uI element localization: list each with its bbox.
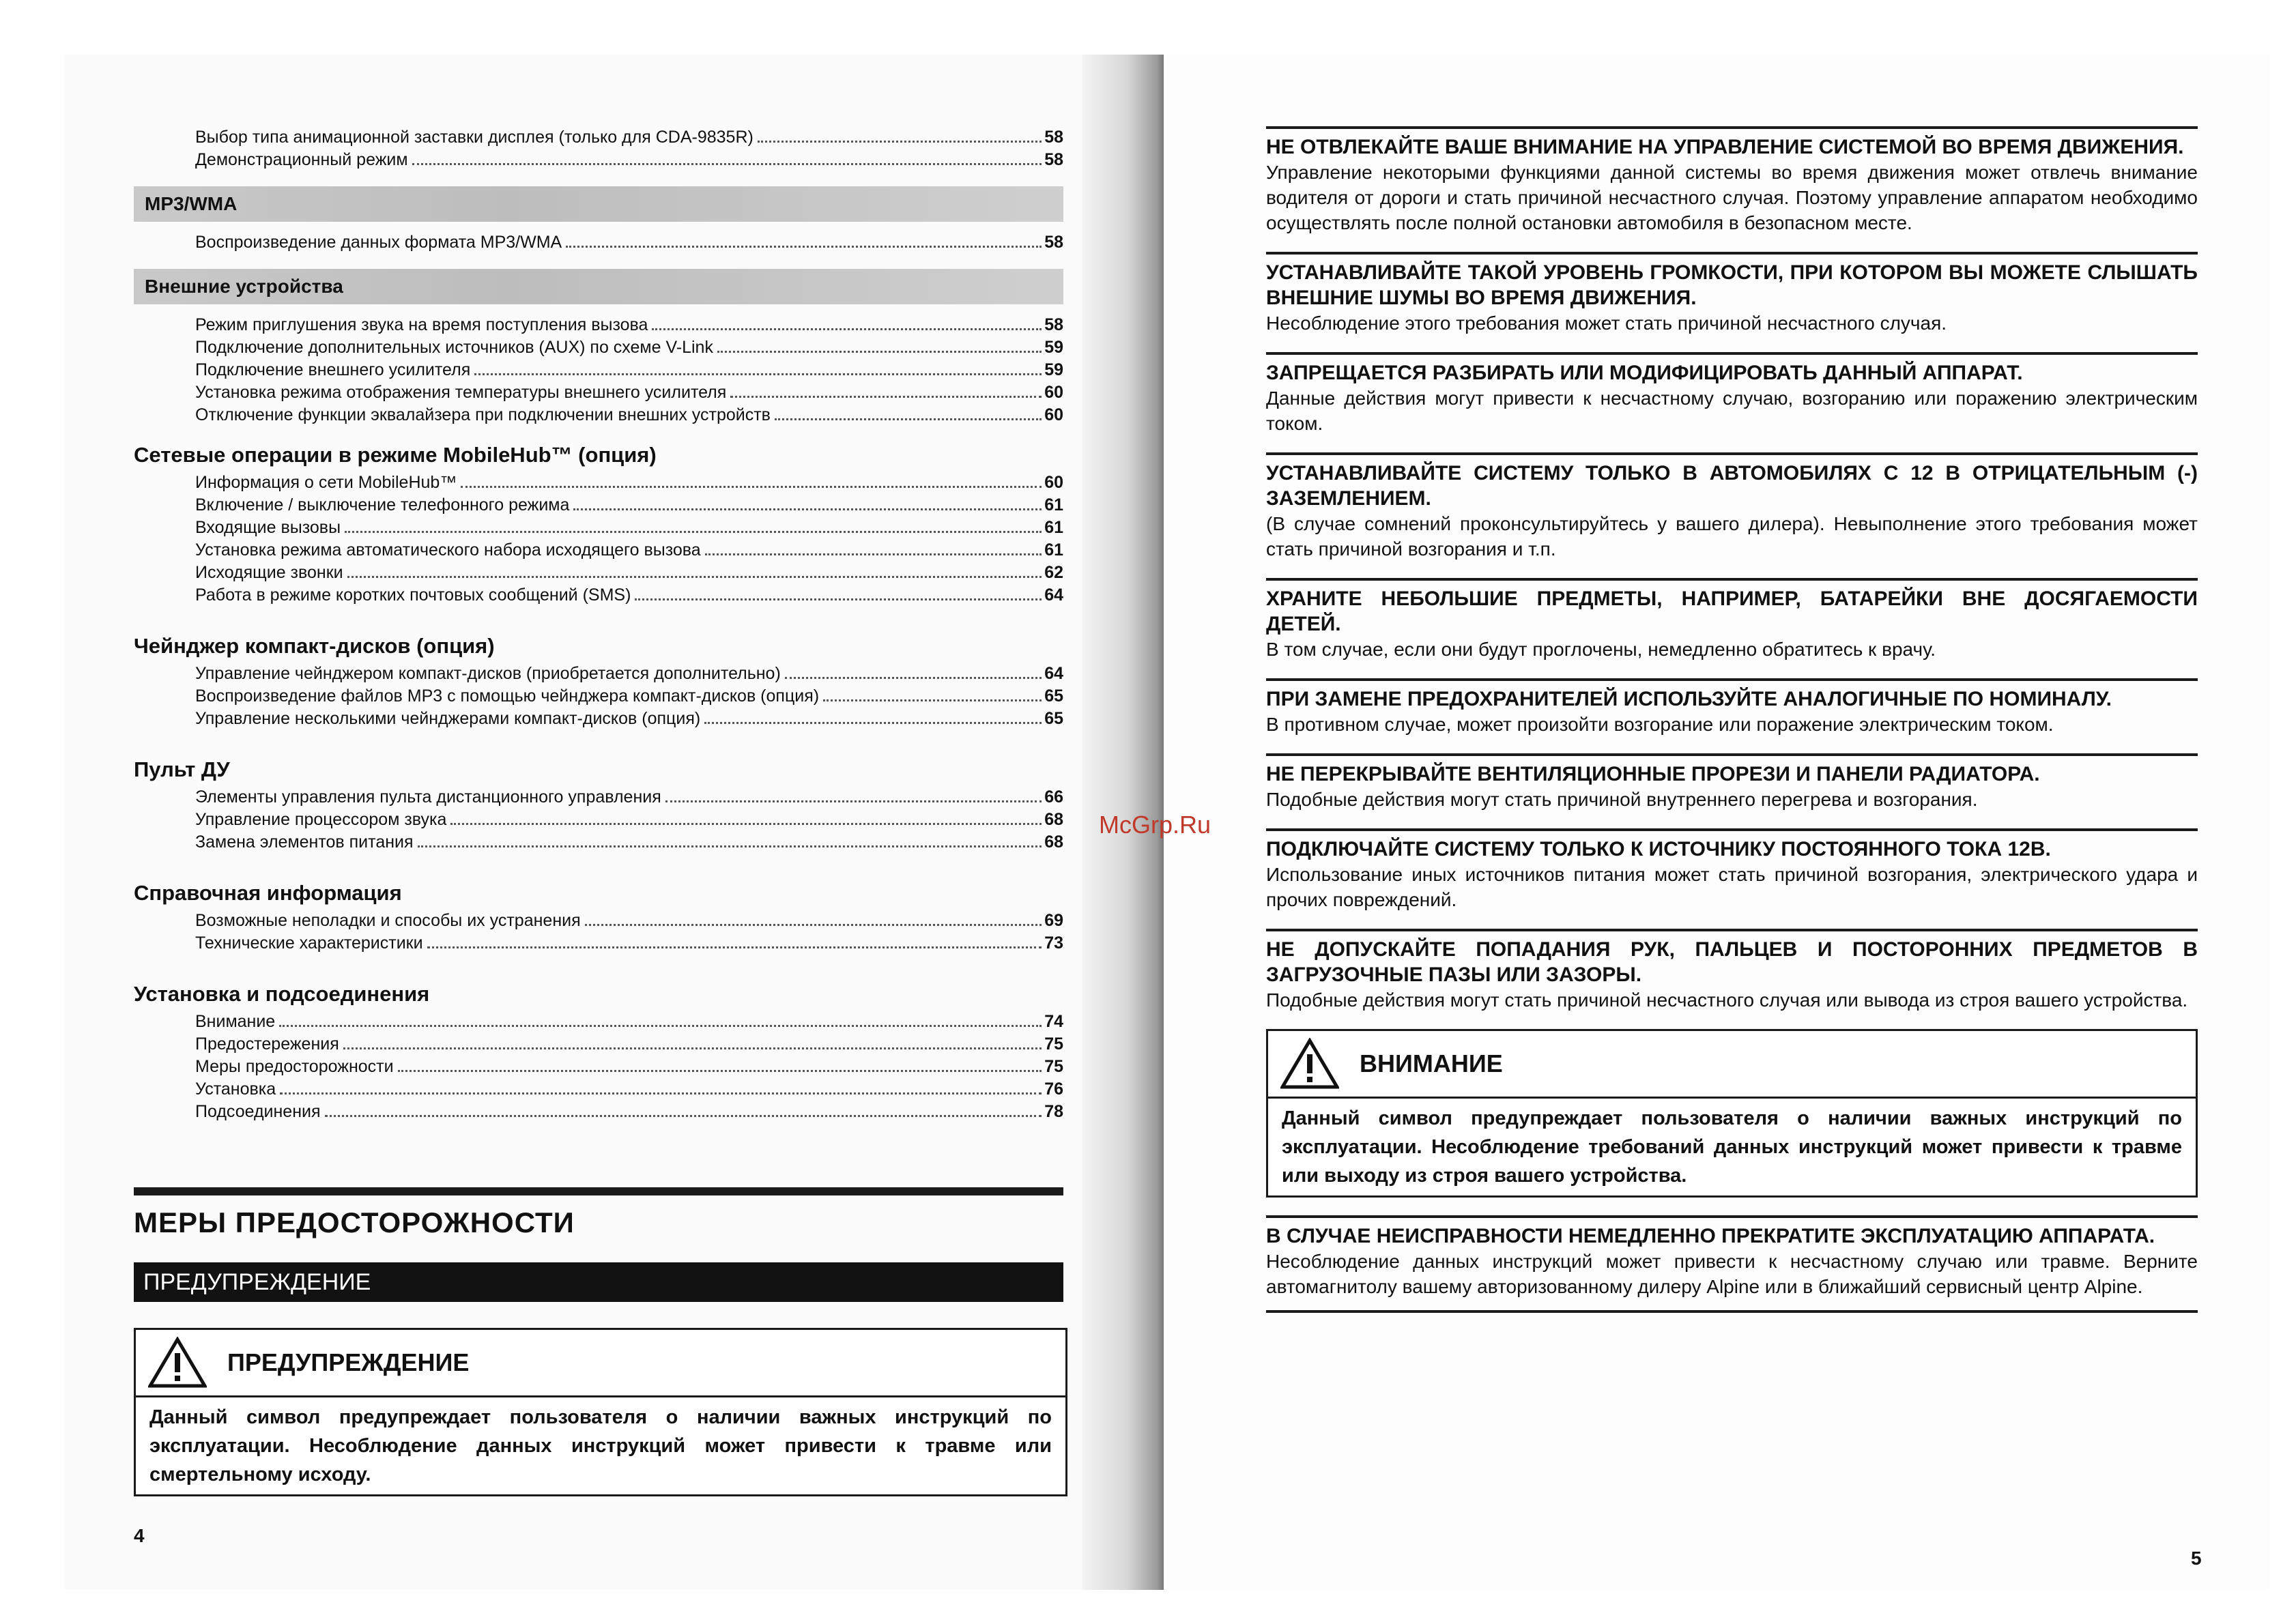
toc-leader-dots <box>474 373 1042 375</box>
caution-box-text: Данный символ предупреждает пользователя о наличии важных инструкций по эксплуатации. Несоблюдение требований данных инструкций может привести к травме или выходу из строя вашего устройства. <box>1282 1107 2182 1187</box>
toc-section-heading: Установка и подсоединения <box>134 982 430 1006</box>
toc-entry <box>134 404 1063 426</box>
safety-section-heading: ПОДКЛЮЧАЙТЕ СИСТЕМУ ТОЛЬКО К ИСТОЧНИКУ ПОСТОЯННОГО ТОКА 12В. <box>1266 838 2051 860</box>
toc-entry <box>134 932 1063 955</box>
toc-entry-page: 68 <box>1044 810 1063 829</box>
toc-entry <box>134 708 1063 730</box>
toc-entry-page: 64 <box>1044 664 1063 683</box>
warning-box-header <box>136 1330 1065 1395</box>
toc-entry-page: 58 <box>1044 233 1063 252</box>
toc-entry-page: 66 <box>1044 787 1063 807</box>
safety-section-body: В том случае, если они будут проглочены, немедленно обратитесь к врачу. <box>1266 639 1936 660</box>
toc-leader-dots <box>325 1115 1042 1117</box>
toc-leader-dots <box>785 677 1042 679</box>
safety-section-heading: ПРИ ЗАМЕНЕ ПРЕДОХРАНИТЕЛЕЙ ИСПОЛЬЗУЙТЕ АНАЛОГИЧНЫЕ ПО НОМИНАЛУ. <box>1266 688 2112 710</box>
safety-warnings-column <box>1266 126 2198 1329</box>
final-section-heading: В СЛУЧАЕ НЕИСПРАВНОСТИ НЕМЕДЛЕННО ПРЕКРАТИТЕ ЭКСПЛУАТАЦИЮ АППАРАТА. <box>1266 1225 2155 1247</box>
warning-box <box>134 1328 1067 1496</box>
toc-entry-title: Предостережения <box>195 1034 339 1054</box>
toc-band-groups <box>134 186 1063 426</box>
safety-section-body: Управление некоторыми функциями данной системы во время движения может отвлечь внимание водителя от дороги и стать причиной несчастного случая. Поэтому управление аппаратом необходимо осуществлять после полной остановки автомобиля в безопасном месте. <box>1266 162 2198 233</box>
toc-entry-page: 74 <box>1044 1012 1063 1031</box>
toc-leader-dots <box>427 946 1042 948</box>
toc-entry <box>134 786 1063 809</box>
toc-leader-dots <box>758 141 1042 143</box>
toc-entry-page: 75 <box>1044 1034 1063 1054</box>
toc-entry <box>134 1056 1063 1078</box>
safety-section-heading: НЕ ОТВЛЕКАЙТЕ ВАШЕ ВНИМАНИЕ НА УПРАВЛЕНИЕ СИСТЕМОЙ ВО ВРЕМЯ ДВИЖЕНИЯ. <box>1266 136 2184 158</box>
warning-box-label: ПРЕДУПРЕЖДЕНИЕ <box>227 1348 470 1376</box>
safety-section <box>1266 753 2198 812</box>
toc-entry <box>134 1078 1063 1101</box>
toc-entry <box>134 149 1063 171</box>
toc-entry-title: Возможные неполадки и способы их устранения <box>195 911 581 930</box>
toc-entry <box>134 809 1063 831</box>
toc-entry-title: Технические характеристики <box>195 933 423 953</box>
toc-leader-dots <box>717 351 1042 353</box>
final-safety-section <box>1266 1215 2198 1313</box>
toc-entry <box>134 831 1063 854</box>
toc-entry-title: Воспроизведение данных формата MP3/WMA <box>195 233 562 252</box>
toc-entry-title: Подключение внешнего усилителя <box>195 360 471 379</box>
toc-entry-page: 65 <box>1044 709 1063 728</box>
toc-band-heading: MP3/WMA <box>134 186 1063 222</box>
toc-entry-title: Подключение дополнительных источников (AUX) по схеме V-Link <box>195 338 713 357</box>
safety-section-heading: ХРАНИТЕ НЕБОЛЬШИЕ ПРЕДМЕТЫ, НАПРИМЕР, БАТАРЕЙКИ ВНЕ ДОСЯГАЕМОСТИ ДЕТЕЙ. <box>1266 588 2198 635</box>
caution-box <box>1266 1029 2198 1198</box>
toc-entry <box>134 126 1063 149</box>
warning-box-text: Данный символ предупреждает пользователя о наличии важных инструкций по эксплуатации. Несоблюдение данных инструкций может привести к травме или смертельному исходу. <box>149 1406 1052 1485</box>
safety-section <box>1266 452 2198 562</box>
toc-entry-title: Воспроизведение файлов MP3 с помощью чейнджера компакт-дисков (опция) <box>195 686 820 706</box>
toc-entry-page: 64 <box>1044 585 1063 605</box>
toc-leader-dots <box>566 246 1042 248</box>
safety-section-body: Несоблюдение этого требования может стать причиной несчастного случая. <box>1266 313 1947 334</box>
toc-head-items <box>134 126 1063 171</box>
safety-section-heading: УСТАНАВЛИВАЙТЕ СИСТЕМУ ТОЛЬКО В АВТОМОБИЛЯХ С 12 В ОТРИЦАТЕЛЬНЫМ (-) ЗАЗЕМЛЕНИЕМ. <box>1266 462 2198 510</box>
warning-triangle-icon <box>148 1337 207 1389</box>
section-divider <box>134 1187 1063 1195</box>
safety-sections <box>1266 126 2198 1013</box>
right-page-number: 5 <box>2191 1548 2202 1569</box>
toc-entry-title: Включение / выключение телефонного режима <box>195 495 570 514</box>
toc-leader-dots <box>412 163 1042 165</box>
toc-entry <box>134 1033 1063 1056</box>
toc-entry-title: Отключение функции эквалайзера при подключении внешних устройств <box>195 405 771 424</box>
safety-section <box>1266 678 2198 737</box>
toc-entry-page: 65 <box>1044 686 1063 706</box>
toc-entry-title: Меры предосторожности <box>195 1057 394 1076</box>
safety-section <box>1266 126 2198 235</box>
toc-leader-dots <box>418 845 1042 847</box>
toc-entry-page: 59 <box>1044 338 1063 357</box>
safety-section-body: (В случае сомнений проконсультируйтесь у вашего дилера). Невыполнение этого требования может стать причиной возгорания и т.п. <box>1266 513 2198 560</box>
toc-entry <box>134 381 1063 404</box>
toc-entry-title: Внимание <box>195 1012 276 1031</box>
safety-section-heading: НЕ ПЕРЕКРЫВАЙТЕ ВЕНТИЛЯЦИОННЫЕ ПРОРЕЗИ И ПАНЕЛИ РАДИАТОРА. <box>1266 763 2040 785</box>
watermark: McGrp.Ru <box>1099 811 1211 839</box>
toc-leader-dots <box>705 553 1042 555</box>
toc-entry <box>134 314 1063 336</box>
toc-leader-dots <box>730 396 1042 398</box>
toc-entry <box>134 1011 1063 1033</box>
toc-entry-page: 61 <box>1044 540 1063 560</box>
toc-leader-dots <box>585 924 1042 926</box>
safety-section-body: Подобные действия могут стать причиной несчастного случая или вывода из строя вашего устройства. <box>1266 989 2188 1011</box>
safety-section-body: Данные действия могут привести к несчастному случаю, возгоранию или поражению электрическим током. <box>1266 388 2198 434</box>
toc-entry <box>134 663 1063 685</box>
safety-section <box>1266 828 2198 912</box>
toc-entry-page: 58 <box>1044 128 1063 147</box>
toc-entry-page: 73 <box>1044 933 1063 953</box>
safety-section-heading: НЕ ДОПУСКАЙТЕ ПОПАДАНИЯ РУК, ПАЛЬЦЕВ И ПОСТОРОННИХ ПРЕДМЕТОВ В ЗАГРУЗОЧНЫЕ ПАЗЫ ИЛИ ЗАЗОРЫ. <box>1266 938 2198 986</box>
toc-leader-dots <box>343 1047 1042 1049</box>
toc-entry-title: Установка <box>195 1079 276 1099</box>
toc-entry-page: 60 <box>1044 383 1063 402</box>
toc-entry <box>134 359 1063 381</box>
toc-entry-page: 76 <box>1044 1079 1063 1099</box>
toc-entry-page: 68 <box>1044 832 1063 852</box>
toc-entry <box>134 685 1063 708</box>
caution-box-label: ВНИМАНИЕ <box>1360 1049 1503 1077</box>
toc-entry <box>134 472 1063 494</box>
toc-entry <box>134 494 1063 517</box>
safety-section <box>1266 578 2198 662</box>
toc-leader-dots <box>665 800 1042 802</box>
toc-entry-title: Работа в режиме коротких почтовых сообщений (SMS) <box>195 585 631 605</box>
toc-section-heading: Пульт ДУ <box>134 757 230 781</box>
final-section-body: Несоблюдение данных инструкций может привести к несчастному случаю или травме. Верните автомагнитолу вашему авторизованному дилеру Alpine или в ближайший сервисный центр Alpine. <box>1266 1251 2198 1297</box>
toc-section-heading: Справочная информация <box>134 881 402 905</box>
toc-entry-title: Режим приглушения звука на время поступления вызова <box>195 315 648 334</box>
toc-leader-dots <box>652 328 1042 330</box>
toc-entry-page: 60 <box>1044 473 1063 492</box>
toc-entry-title: Управление чейнджером компакт-дисков (приобретается дополнительно) <box>195 664 781 683</box>
table-of-contents <box>134 126 1063 1123</box>
safety-section <box>1266 929 2198 1013</box>
warning-bar: ПРЕДУПРЕЖДЕНИЕ <box>134 1262 1063 1302</box>
toc-entry <box>134 562 1063 584</box>
safety-section <box>1266 352 2198 436</box>
toc-entry-title: Замена элементов питания <box>195 832 414 852</box>
toc-entry-title: Элементы управления пульта дистанционного управления <box>195 787 661 807</box>
toc-entry-page: 61 <box>1044 518 1063 537</box>
caution-triangle-icon <box>1280 1038 1339 1090</box>
toc-leader-dots <box>280 1092 1042 1094</box>
toc-entry <box>134 584 1063 607</box>
caution-box-header <box>1268 1031 2196 1097</box>
toc-entry-title: Исходящие звонки <box>195 563 343 582</box>
toc-leader-dots <box>450 823 1042 825</box>
toc-leader-dots <box>635 598 1042 600</box>
toc-entry-page: 75 <box>1044 1057 1063 1076</box>
toc-entry-title: Подсоединения <box>195 1102 321 1121</box>
safety-section-body: Использование иных источников питания может стать причиной возгорания, электрического удара и прочих повреждений. <box>1266 864 2198 910</box>
safety-section-body: В противном случае, может произойти возгорание или поражение электрическим током. <box>1266 714 2054 735</box>
toc-leader-dots <box>347 576 1042 578</box>
toc-entry-page: 58 <box>1044 315 1063 334</box>
toc-entry-page: 59 <box>1044 360 1063 379</box>
left-page-number: 4 <box>134 1525 145 1546</box>
toc-leader-dots <box>573 508 1042 510</box>
toc-leader-dots <box>823 699 1042 701</box>
toc-entry-title: Демонстрационный режим <box>195 150 408 169</box>
toc-entry-title: Управление несколькими чейнджерами компакт-дисков (опция) <box>195 709 701 728</box>
toc-entry <box>134 336 1063 359</box>
toc-band-heading: Внешние устройства <box>134 269 1063 304</box>
toc-entry-title: Установка режима отображения температуры внешнего усилителя <box>195 383 727 402</box>
toc-entry-page: 60 <box>1044 405 1063 424</box>
toc-entry <box>134 539 1063 562</box>
safety-section-body: Подобные действия могут стать причиной внутреннего перегрева и возгорания. <box>1266 789 1978 810</box>
safety-section-heading: УСТАНАВЛИВАЙТЕ ТАКОЙ УРОВЕНЬ ГРОМКОСТИ, ПРИ КОТОРОМ ВЫ МОЖЕТЕ СЛЫШАТЬ ВНЕШНИЕ ШУМЫ ВО ВРЕМЯ ДВИЖЕНИЯ. <box>1266 261 2198 309</box>
toc-entry-page: 62 <box>1044 563 1063 582</box>
toc-leader-dots <box>398 1070 1042 1072</box>
toc-entry <box>134 1101 1063 1123</box>
toc-entry-title: Информация о сети MobileHub™ <box>195 473 457 492</box>
toc-entry-title: Управление процессором звука <box>195 810 447 829</box>
toc-leader-dots <box>279 1025 1042 1027</box>
safety-section-heading: ЗАПРЕЩАЕТСЯ РАЗБИРАТЬ ИЛИ МОДИФИЦИРОВАТЬ ДАННЫЙ АППАРАТ. <box>1266 362 2023 384</box>
toc-entry <box>134 231 1063 254</box>
toc-leader-dots <box>345 531 1042 533</box>
toc-entry <box>134 517 1063 539</box>
toc-entry-page: 58 <box>1044 150 1063 169</box>
toc-section-heading: Сетевые операции в режиме MobileHub™ (опция) <box>134 443 657 467</box>
toc-entry-page: 69 <box>1044 911 1063 930</box>
toc-entry-title: Входящие вызовы <box>195 518 341 537</box>
toc-entry <box>134 910 1063 932</box>
safety-section <box>1266 252 2198 336</box>
toc-entry-page: 78 <box>1044 1102 1063 1121</box>
precautions-title: МЕРЫ ПРЕДОСТОРОЖНОСТИ <box>134 1206 575 1238</box>
toc-leader-dots <box>775 418 1042 420</box>
toc-entry-title: Выбор типа анимационной заставки дисплея (только для CDA-9835R) <box>195 128 754 147</box>
toc-leader-dots <box>704 722 1042 724</box>
toc-entry-page: 61 <box>1044 495 1063 514</box>
toc-entry-title: Установка режима автоматического набора исходящего вызова <box>195 540 701 560</box>
toc-section-groups <box>134 443 1063 1123</box>
toc-section-heading: Чейнджер компакт-дисков (опция) <box>134 634 495 658</box>
toc-leader-dots <box>461 486 1042 488</box>
